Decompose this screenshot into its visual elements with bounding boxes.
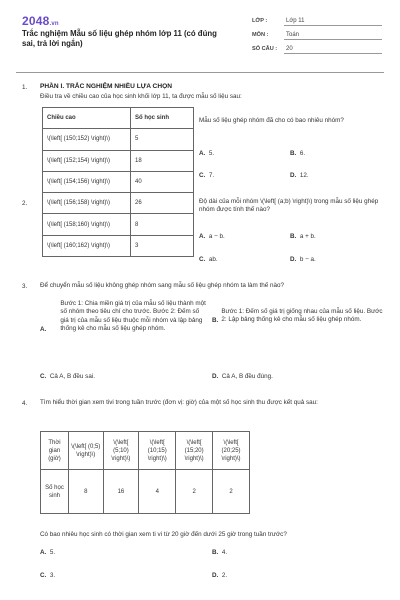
tv-time-table	[40, 431, 250, 514]
table-row	[41, 432, 250, 470]
q2-option-b[interactable]: B. a + b.	[290, 233, 316, 240]
table-row	[43, 129, 194, 150]
table-cell: 2	[213, 470, 250, 514]
q1-option-c[interactable]: C. 7.	[199, 172, 215, 179]
q3-option-c[interactable]: C. Cả A, B đều sai.	[40, 373, 95, 380]
q4-option-a[interactable]: A. 5.	[40, 549, 56, 556]
q3-option-a[interactable]: A. Bước 1: Chia miền giá trị của mẫu số liệu thành một số nhóm theo tiêu chí cho trước. Bước 2: Đếm số giá trị của mẫu số liệu thuộc mỗi nhóm và lập bảng thống kê cho mẫu số liệu ghép nhóm.	[40, 300, 206, 333]
table-row	[43, 171, 194, 192]
q3-option-d[interactable]: D. Cả A, B đều đúng.	[212, 373, 273, 380]
q2-option-a[interactable]: A. a − b.	[199, 233, 225, 240]
table-cell: 16	[103, 470, 139, 514]
table-header: Số học sinh	[131, 108, 194, 129]
table-header-row	[43, 108, 194, 129]
q4-option-b[interactable]: B. 4.	[212, 549, 228, 556]
table-cell: \(\left[ (0;5) \right)\)	[69, 432, 104, 470]
q1-option-a[interactable]: A. 5.	[199, 150, 215, 157]
table-header: Số học sinh	[41, 470, 69, 514]
q4-option-d[interactable]: D. 2.	[212, 572, 228, 579]
class-value: Lớp 11	[284, 18, 382, 26]
subject-value: Toán	[284, 32, 382, 40]
table-cell: 5	[131, 129, 194, 150]
count-field	[252, 46, 382, 54]
q2-option-d[interactable]: D. b − a.	[290, 256, 316, 263]
table-row	[43, 235, 194, 256]
table-cell: \(\left[ (20;25) \right)\)	[213, 432, 250, 470]
q1-option-d[interactable]: D. 12.	[290, 172, 309, 179]
table-row	[43, 214, 194, 235]
q1-option-b[interactable]: B. 6.	[290, 150, 306, 157]
q1-intro: Điều tra về chiều cao của học sinh khối lớp 11, ta được mẫu số liệu sau:	[40, 93, 242, 100]
q2-option-c[interactable]: C. ab.	[199, 256, 218, 263]
height-table	[42, 107, 194, 257]
table-cell: \(\left[ (150;152) \right)\)	[43, 129, 131, 150]
logo[interactable]: 2048.vn	[22, 14, 59, 28]
table-cell: 26	[131, 193, 194, 214]
table-header: Chiều cao	[43, 108, 131, 129]
table-cell: 4	[139, 470, 176, 514]
page-title: Trắc nghiệm Mẫu số liệu ghép nhóm lớp 11 (có đúng sai, trả lời ngắn)	[22, 29, 217, 48]
table-row	[41, 470, 250, 514]
table-cell: 40	[131, 171, 194, 192]
count-value: 20	[284, 46, 382, 54]
class-field	[252, 18, 382, 26]
q2-question: Độ dài của mỗi nhóm \(\left[ (a;b) \right)\) trong mẫu số liệu ghép nhóm được tính thế nào?	[199, 198, 379, 214]
q4-number: 4.	[22, 400, 28, 407]
q3-option-b[interactable]: B. Bước 1: Đếm số giá trị giống nhau của mẫu số liệu. Bước 2: Lập bảng thống kê cho mẫu số liệu ghép nhóm.	[212, 308, 383, 324]
table-row	[43, 193, 194, 214]
table-cell: \(\left[ (154;156) \right)\)	[43, 171, 131, 192]
subject-field	[252, 32, 382, 40]
table-cell: 3	[131, 235, 194, 256]
q2-number: 2.	[22, 200, 28, 207]
q3-number: 3.	[22, 283, 28, 290]
table-cell: 2	[176, 470, 213, 514]
table-cell: 18	[131, 150, 194, 171]
divider	[16, 72, 384, 73]
q4-question: Có bao nhiêu học sinh có thời gian xem ti vi từ 20 giờ đến dưới 25 giờ trong tuần trước?	[40, 531, 287, 538]
table-header: Thời gian (giờ)	[41, 432, 69, 470]
table-cell: \(\left[ (158;160) \right)\)	[43, 214, 131, 235]
q4-option-c[interactable]: C. 3.	[40, 572, 56, 579]
table-row	[43, 150, 194, 171]
table-cell: \(\left[ (5;10) \right)\)	[103, 432, 139, 470]
q3-question: Để chuyển mẫu số liệu không ghép nhóm sang mẫu số liệu ghép nhóm ta làm thế nào?	[40, 282, 284, 289]
table-cell: \(\left[ (160;162) \right)\)	[43, 235, 131, 256]
class-label: LỚP :	[252, 18, 268, 24]
q1-number: 1.	[22, 84, 28, 91]
q4-intro: Tìm hiểu thời gian xem tivi trong tuần trước (đơn vị: giờ) của một số học sinh thu được kết quả sau:	[40, 399, 318, 406]
table-cell: 8	[69, 470, 104, 514]
subject-label: MÔN :	[252, 32, 269, 38]
table-cell: \(\left[ (156;158) \right)\)	[43, 193, 131, 214]
table-cell: \(\left[ (152;154) \right)\)	[43, 150, 131, 171]
count-label: SỐ CÂU :	[252, 46, 278, 52]
table-cell: \(\left[ (10;15) \right)\)	[139, 432, 176, 470]
table-cell: \(\left[ (15;20) \right)\)	[176, 432, 213, 470]
q1-question: Mẫu số liệu ghép nhóm đã cho có bao nhiêu nhóm?	[199, 117, 344, 124]
table-cell: 8	[131, 214, 194, 235]
section-heading: PHẦN I. TRẮC NGHIỆM NHIỀU LỰA CHỌN	[40, 83, 172, 90]
